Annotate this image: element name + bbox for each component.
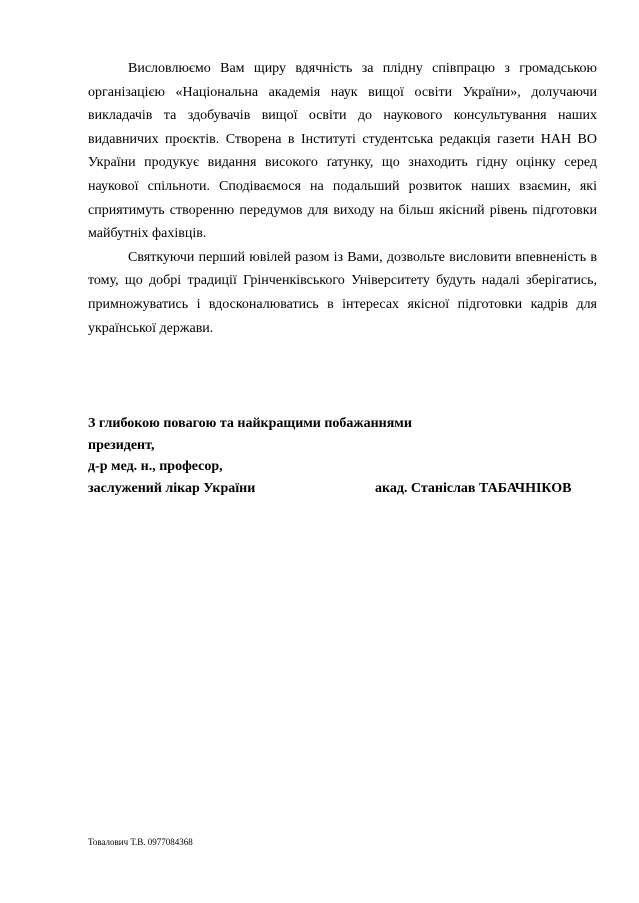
signatory-position: президент, xyxy=(88,437,155,453)
paragraph-gratitude: Висловлюємо Вам щиру вдячність за плідну співпрацю з громадською організацією «Національна академія наук вищої освіти України», долучаючи викладачів та здобувачів вищої освіти до наукового консультування наших видавничих проєктів. Створена в Інституті студентська редакція газети НАН ВО України продукує видання високого ґатунку, що знаходить гідну оцінку серед наукової спільноти. Сподіваємося на подальший розвиток наших взаємин, які сприятимуть створенню передумов для виходу на більш якісний рівень підготовки майбутніх фахівців. xyxy=(88,61,597,242)
paragraph-anniversary: Святкуючи перший ювілей разом із Вами, дозвольте висловити впевненість в тому, що добрі традиції Грінченківського Університету будуть надалі зберігатись, примножуватись і вдосконалюватись в інтересах якісної підготовки кадрів для української держави. xyxy=(88,249,597,336)
signatory-name: акад. Станіслав ТАБАЧНІКОВ xyxy=(375,480,572,496)
signatory-title: заслужений лікар України xyxy=(88,480,256,496)
letter-body xyxy=(88,57,597,340)
signature-block xyxy=(88,413,597,499)
footer-contact: Товалович Т.В. 0977084368 xyxy=(88,837,193,847)
signatory-degree: д-р мед. н., професор, xyxy=(88,459,223,474)
signatory-title-row xyxy=(88,478,597,500)
closing-line: З глибокою повагою та найкращими побажаннями xyxy=(88,416,412,431)
